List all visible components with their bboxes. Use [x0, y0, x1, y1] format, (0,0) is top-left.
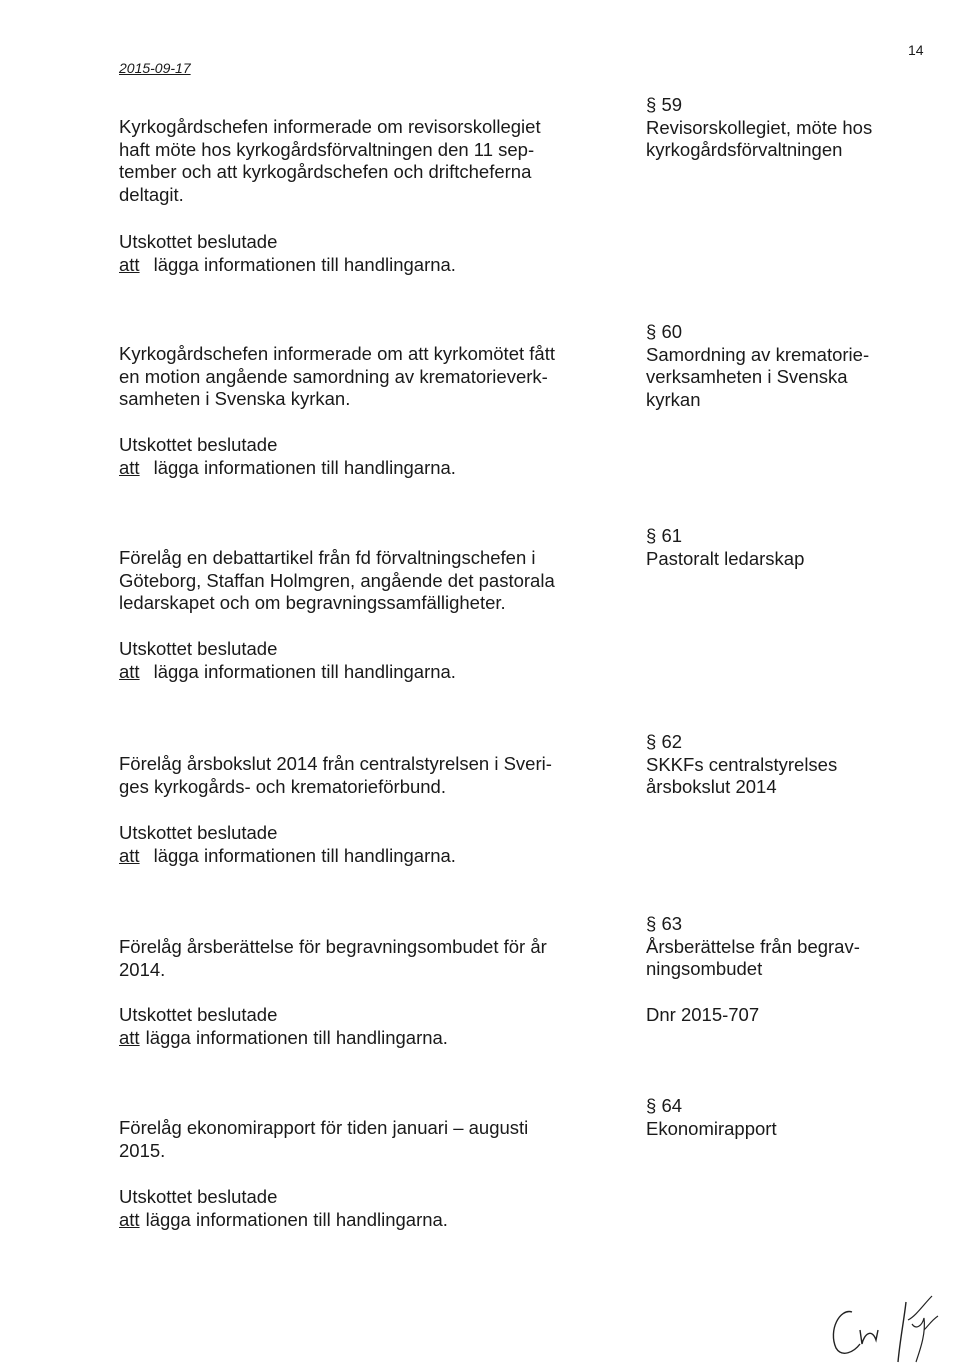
body-line: samheten i Svenska kyrkan. — [119, 388, 351, 409]
section-number: § 61 — [646, 525, 683, 546]
decision-line — [119, 1027, 448, 1050]
section-60-heading — [646, 321, 916, 411]
decision-text: lägga informationen till handlingarna. — [153, 253, 456, 275]
section-63-decision — [119, 1004, 448, 1049]
decision-att: att — [119, 456, 140, 478]
document-date: 2015-09-17 — [119, 60, 191, 76]
decision-heading: Utskottet beslutade — [119, 638, 278, 659]
body-line: haft möte hos kyrkogårdsförvaltningen den 11 sep- — [119, 138, 535, 160]
decision-line — [119, 1209, 448, 1232]
decision-text: lägga informationen till handlingarna. — [153, 660, 456, 682]
decision-att: att — [119, 1026, 140, 1048]
decision-line — [119, 661, 456, 684]
decision-text: lägga informationen till handlingarna. — [145, 1026, 448, 1048]
section-title-line: kyrkogårdsförvaltningen — [646, 139, 843, 160]
body-line: Göteborg, Staffan Holmgren, angående det pastorala — [119, 569, 555, 591]
body-line: ledarskapet och om begravningssamfälligheter. — [119, 592, 506, 613]
body-line: en motion angående samordning av krematorieverk- — [119, 365, 548, 387]
decision-heading: Utskottet beslutade — [119, 1186, 278, 1207]
body-line: ges kyrkogårds- och krematorieförbund. — [119, 775, 446, 797]
decision-line — [119, 457, 456, 480]
body-line: Förelåg årsbokslut 2014 från centralstyrelsen i Sveri- — [119, 753, 552, 774]
section-64-body — [119, 1117, 603, 1162]
section-61-body — [119, 547, 603, 615]
dnr-reference: Dnr 2015-707 — [646, 1004, 760, 1025]
section-60-decision — [119, 434, 456, 479]
section-title-line: verksamheten i Svenska — [646, 366, 848, 387]
decision-line — [119, 845, 456, 868]
section-number: § 60 — [646, 321, 683, 342]
section-title-line: Ekonomirapport — [646, 1117, 777, 1139]
section-60-body — [119, 343, 603, 411]
section-title-line: SKKFs centralstyrelses — [646, 753, 838, 775]
section-62-body — [119, 753, 603, 798]
decision-heading: Utskottet beslutade — [119, 822, 278, 843]
section-number: § 64 — [646, 1095, 683, 1116]
body-line: deltagit. — [119, 183, 184, 205]
section-number: § 63 — [646, 913, 683, 934]
section-title-line: Årsberättelse från begrav- — [646, 935, 860, 957]
section-title-line: årsbokslut 2014 — [646, 776, 777, 797]
decision-heading: Utskottet beslutade — [119, 231, 278, 252]
body-line: Förelåg årsberättelse för begravningsombudet för år — [119, 936, 547, 957]
decision-text: lägga informationen till handlingarna. — [145, 1208, 448, 1230]
section-63-heading — [646, 913, 916, 981]
section-59-body — [119, 116, 603, 206]
decision-text: lägga informationen till handlingarna. — [153, 456, 456, 478]
section-64-decision — [119, 1186, 448, 1231]
section-62-heading — [646, 731, 916, 799]
body-line: Kyrkogårdschefen informerade om revisorskollegiet — [119, 116, 541, 137]
section-title-line: kyrkan — [646, 388, 701, 410]
section-title-line: Samordning av krematorie- — [646, 343, 870, 365]
section-59-heading — [646, 94, 916, 162]
decision-att: att — [119, 844, 140, 866]
page-number: 14 — [908, 42, 924, 58]
section-number: § 59 — [646, 94, 683, 115]
decision-att: att — [119, 660, 140, 682]
decision-heading: Utskottet beslutade — [119, 1004, 278, 1025]
body-line: 2014. — [119, 958, 166, 980]
section-63-body — [119, 936, 603, 981]
body-line: Förelåg ekonomirapport för tiden januari – augusti — [119, 1117, 529, 1138]
body-line: tember och att kyrkogårdschefen och driftcheferna — [119, 161, 532, 182]
decision-att: att — [119, 1208, 140, 1230]
body-line: 2015. — [119, 1139, 166, 1161]
decision-line — [119, 254, 456, 277]
section-59-decision — [119, 231, 456, 276]
section-title-line: ningsombudet — [646, 958, 763, 979]
section-number: § 62 — [646, 731, 683, 752]
section-62-decision — [119, 822, 456, 867]
section-64-heading — [646, 1095, 916, 1140]
body-line: Förelåg en debattartikel från fd förvaltningschefen i — [119, 547, 536, 568]
handwritten-initials — [820, 1290, 950, 1365]
decision-heading: Utskottet beslutade — [119, 434, 278, 455]
section-title-line: Revisorskollegiet, möte hos — [646, 116, 873, 138]
section-title-line: Pastoralt ledarskap — [646, 547, 805, 569]
section-61-decision — [119, 638, 456, 683]
body-line: Kyrkogårdschefen informerade om att kyrkomötet fått — [119, 343, 555, 364]
decision-text: lägga informationen till handlingarna. — [153, 844, 456, 866]
section-61-heading — [646, 525, 916, 570]
decision-att: att — [119, 253, 140, 275]
